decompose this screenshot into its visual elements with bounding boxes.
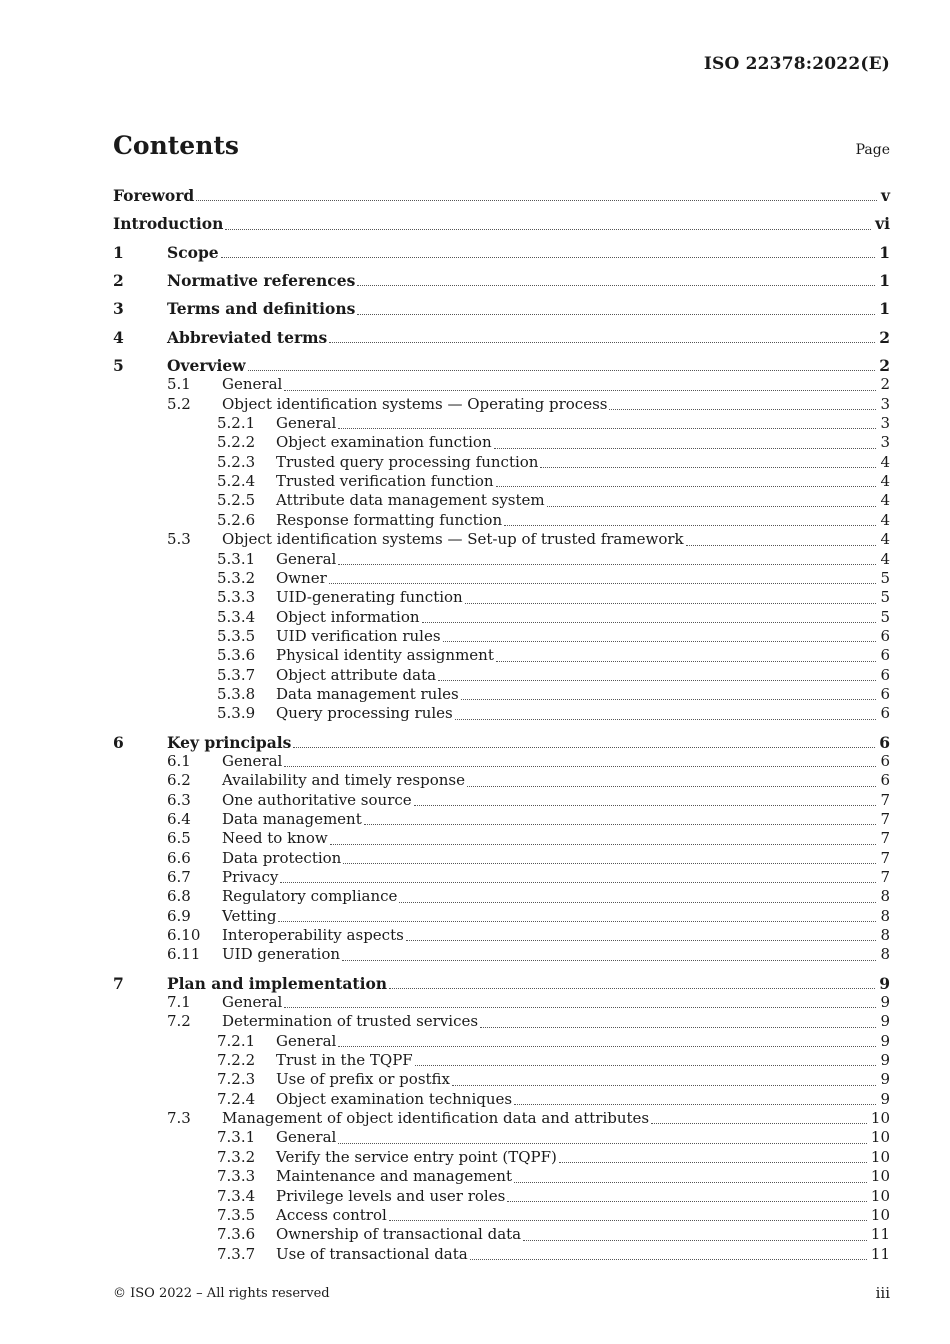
toc-entry-page: 4 xyxy=(880,530,890,549)
toc-entry-number: 5.3.5 xyxy=(217,626,256,645)
toc-entry[interactable] xyxy=(113,1225,890,1244)
toc-entry-title: Need to know xyxy=(222,829,328,848)
toc-entry-page: 11 xyxy=(870,1244,890,1263)
toc-entry[interactable] xyxy=(113,1167,890,1186)
toc-entry-page: 3 xyxy=(880,394,890,413)
toc-entry-title: Object identification systems — Set-up of trusted framework xyxy=(222,530,684,549)
toc-entry-page: 4 xyxy=(880,510,890,529)
dot-leader xyxy=(504,525,876,526)
toc-entry-number: 5.2.6 xyxy=(217,510,256,529)
toc-entry-page: 3 xyxy=(880,414,890,433)
toc-entry-title: Abbreviated terms xyxy=(167,327,328,347)
toc-entry-page: 9 xyxy=(880,1070,890,1089)
toc-entry[interactable] xyxy=(113,530,890,549)
page-title: Contents xyxy=(113,131,240,160)
toc-entry-number: 6.7 xyxy=(167,868,191,886)
toc-entry-number: 5.1 xyxy=(167,375,191,394)
toc-entry-page: 3 xyxy=(880,433,890,452)
toc-entry[interactable] xyxy=(113,299,890,318)
page-column-label: Page xyxy=(855,142,890,158)
toc-entry-page: 6 xyxy=(880,665,890,684)
toc-entry-number: 7.2 xyxy=(167,1012,191,1031)
toc-entry-title: Response formatting function xyxy=(276,510,503,529)
toc-entry-page: 8 xyxy=(880,945,890,964)
toc-entry[interactable] xyxy=(113,1109,890,1128)
toc-entry-page: 4 xyxy=(880,549,890,568)
toc-entry-page: 8 xyxy=(880,887,890,906)
dot-leader xyxy=(338,1143,867,1144)
toc-entry-title: Privilege levels and user roles xyxy=(276,1186,506,1205)
dot-leader xyxy=(455,719,877,720)
toc-entry-title: Scope xyxy=(167,242,219,262)
dot-leader xyxy=(514,1182,867,1183)
toc-entry-number: 7.2.1 xyxy=(217,1031,256,1050)
toc-entry-page: 4 xyxy=(880,491,890,510)
toc-entry-page: 5 xyxy=(880,568,890,587)
dot-leader xyxy=(278,921,876,922)
dot-leader xyxy=(225,229,871,230)
toc-entry[interactable] xyxy=(113,752,890,771)
toc-entry-number: 7.3.1 xyxy=(217,1128,256,1147)
toc-entry-number: 5.3.9 xyxy=(217,704,256,723)
toc-entry[interactable] xyxy=(113,666,890,685)
toc-entry-title: UID-generating function xyxy=(276,588,463,607)
toc-entry-page: 8 xyxy=(880,906,890,925)
toc-entry-page: 6 xyxy=(880,704,890,723)
toc-entry-number: 7.3.2 xyxy=(217,1147,256,1166)
toc-entry[interactable] xyxy=(113,733,890,752)
toc-entry-page: 10 xyxy=(870,1167,890,1186)
toc-entry-page: 2 xyxy=(879,327,890,347)
toc-entry[interactable] xyxy=(113,433,890,452)
toc-entry-title: Data protection xyxy=(222,848,342,867)
toc-entry[interactable] xyxy=(113,926,890,945)
toc-entry-title: Availability and timely response xyxy=(222,771,465,790)
toc-entry-number: 5.3.7 xyxy=(217,665,256,684)
toc-entry-page: 5 xyxy=(880,588,890,607)
document-id: ISO 22378:2022(E) xyxy=(703,54,890,74)
toc-entry-page: 7 xyxy=(880,790,890,809)
toc-entry-page: 10 xyxy=(870,1205,890,1224)
toc-entry-title: Object attribute data xyxy=(276,665,437,684)
toc-entry-page: 6 xyxy=(880,684,890,703)
toc-entry-title: Use of prefix or postfix xyxy=(276,1070,451,1089)
toc-entry-number: 6.4 xyxy=(167,809,191,828)
toc-entry-title: Terms and definitions xyxy=(167,299,356,319)
toc-entry-title: Determination of trusted services xyxy=(222,1012,479,1031)
toc-entry[interactable] xyxy=(113,588,890,607)
dot-leader xyxy=(415,1065,877,1066)
dot-leader xyxy=(523,1240,867,1241)
toc-entry-page: 2 xyxy=(880,375,890,394)
table-of-contents xyxy=(113,186,890,1264)
toc-entry-title: Object examination function xyxy=(276,433,492,452)
dot-leader xyxy=(422,622,877,623)
dot-leader xyxy=(357,285,875,286)
toc-entry-page: 9 xyxy=(880,993,890,1012)
toc-entry-title: Trusted verification function xyxy=(276,472,494,491)
toc-entry-title: Access control xyxy=(276,1205,387,1224)
dot-leader xyxy=(609,409,876,410)
dot-leader xyxy=(494,448,877,449)
dot-leader xyxy=(364,824,877,825)
toc-entry[interactable] xyxy=(113,646,890,665)
toc-entry-number: 7.1 xyxy=(167,993,191,1012)
dot-leader xyxy=(438,680,876,681)
toc-entry[interactable] xyxy=(113,243,890,262)
dot-leader xyxy=(470,1259,867,1260)
toc-entry[interactable] xyxy=(113,704,890,723)
toc-entry[interactable] xyxy=(113,1206,890,1225)
toc-entry-number: 7.2.3 xyxy=(217,1070,256,1089)
toc-entry[interactable] xyxy=(113,1245,890,1264)
toc-entry-number: 5.3 xyxy=(167,530,191,549)
toc-entry-number: 6.5 xyxy=(167,829,191,848)
toc-entry[interactable] xyxy=(113,887,890,906)
dot-leader xyxy=(540,467,876,468)
toc-entry-title: Data management xyxy=(222,809,362,828)
toc-entry-number: 5.3.8 xyxy=(217,684,256,703)
toc-entry-page: 11 xyxy=(870,1225,890,1244)
dot-leader xyxy=(452,1085,876,1086)
toc-entry[interactable] xyxy=(113,395,890,414)
toc-entry-page: v xyxy=(880,186,890,205)
dot-leader xyxy=(399,902,876,903)
toc-entry-number: 6.10 xyxy=(167,926,201,945)
toc-entry-page: 1 xyxy=(879,271,890,291)
dot-leader xyxy=(467,786,876,787)
toc-entry-title: Regulatory compliance xyxy=(222,887,398,906)
toc-entry-page: 9 xyxy=(880,1031,890,1050)
toc-entry-number: 4 xyxy=(113,327,124,347)
dot-leader xyxy=(480,1027,876,1028)
toc-entry-page: 5 xyxy=(880,607,890,626)
toc-entry-number: 5.3.2 xyxy=(217,568,256,587)
toc-entry-number: 6.2 xyxy=(167,771,191,790)
toc-entry-title: Owner xyxy=(276,568,327,587)
dot-leader xyxy=(338,428,876,429)
toc-entry-page: 1 xyxy=(879,299,890,319)
toc-entry-page: 7 xyxy=(880,868,890,886)
toc-entry-page: 4 xyxy=(880,452,890,471)
toc-entry-page: 6 xyxy=(880,626,890,645)
dot-leader xyxy=(686,545,877,546)
dot-leader xyxy=(496,486,877,487)
toc-entry-title: Physical identity assignment xyxy=(276,646,494,665)
toc-entry-number: 5 xyxy=(113,356,124,376)
toc-entry-number: 5.3.4 xyxy=(217,607,256,626)
toc-entry-page: 9 xyxy=(880,1089,890,1108)
dot-leader xyxy=(284,766,876,767)
toc-entry-number: 5.2.3 xyxy=(217,452,256,471)
toc-entry[interactable] xyxy=(113,1187,890,1206)
toc-entry[interactable] xyxy=(113,1148,890,1167)
toc-entry-number: 5.3.3 xyxy=(217,588,256,607)
toc-entry[interactable] xyxy=(113,771,890,790)
toc-entry[interactable] xyxy=(113,414,890,433)
dot-leader xyxy=(329,342,875,343)
toc-entry-title: Maintenance and management xyxy=(276,1167,512,1186)
toc-entry[interactable] xyxy=(113,1128,890,1147)
toc-entry[interactable] xyxy=(113,685,890,704)
toc-entry-number: 6.11 xyxy=(167,945,201,964)
toc-entry[interactable] xyxy=(113,375,890,394)
toc-entry-page: 10 xyxy=(870,1128,890,1147)
toc-entry[interactable] xyxy=(113,1032,890,1051)
toc-entry-number: 1 xyxy=(113,242,124,262)
dot-leader xyxy=(651,1123,867,1124)
page-number: iii xyxy=(875,1284,890,1302)
toc-entry-page: 2 xyxy=(879,356,890,376)
toc-entry-title: Interoperability aspects xyxy=(222,926,404,945)
toc-entry[interactable] xyxy=(113,608,890,627)
dot-leader xyxy=(507,1201,867,1202)
toc-entry-title: General xyxy=(222,375,283,394)
toc-entry-number: 5.2.4 xyxy=(217,472,256,491)
toc-entry[interactable] xyxy=(113,453,890,472)
toc-entry-title: Verify the service entry point (TQPF) xyxy=(276,1147,557,1166)
dot-leader xyxy=(293,747,875,748)
toc-entry-number: 6.9 xyxy=(167,906,191,925)
toc-entry-title: General xyxy=(276,1031,337,1050)
toc-entry-number: 5.2.2 xyxy=(217,433,256,452)
toc-entry-number: 7.3.3 xyxy=(217,1167,256,1186)
dot-leader xyxy=(559,1162,867,1163)
dot-leader xyxy=(221,257,876,258)
toc-entry-number: 6.8 xyxy=(167,887,191,906)
toc-entry-page: 7 xyxy=(880,829,890,848)
toc-entry[interactable] xyxy=(113,328,890,347)
toc-entry[interactable] xyxy=(113,1090,890,1109)
dot-leader xyxy=(389,988,875,989)
toc-entry-title: Query processing rules xyxy=(276,704,453,723)
dot-leader xyxy=(342,960,876,961)
toc-entry-title: UID generation xyxy=(222,945,341,964)
toc-entry-title: Introduction xyxy=(113,214,224,234)
toc-entry-page: 8 xyxy=(880,926,890,945)
dot-leader xyxy=(330,844,877,845)
toc-entry[interactable] xyxy=(113,491,890,510)
toc-entry-page: vi xyxy=(875,214,890,234)
toc-entry-page: 9 xyxy=(880,1012,890,1031)
dot-leader xyxy=(465,603,877,604)
toc-entry-page: 6 xyxy=(880,751,890,770)
toc-entry[interactable] xyxy=(113,810,890,829)
toc-entry-number: 3 xyxy=(113,299,124,319)
dot-leader xyxy=(496,661,877,662)
toc-entry-title: Trust in the TQPF xyxy=(276,1051,413,1070)
toc-entry-title: Foreword xyxy=(113,186,195,205)
toc-entry[interactable] xyxy=(113,1070,890,1089)
toc-entry-number: 7.2.2 xyxy=(217,1051,256,1070)
dot-leader xyxy=(338,564,876,565)
toc-entry[interactable] xyxy=(113,271,890,290)
toc-entry[interactable] xyxy=(113,829,890,848)
toc-entry[interactable] xyxy=(113,993,890,1012)
toc-entry-page: 6 xyxy=(879,732,890,752)
toc-entry-title: Use of transactional data xyxy=(276,1244,468,1263)
toc-entry-page: 6 xyxy=(880,646,890,665)
toc-entry-title: Object examination techniques xyxy=(276,1089,513,1108)
toc-entry-number: 6.6 xyxy=(167,848,191,867)
toc-entry-title: Data management rules xyxy=(276,684,459,703)
dot-leader xyxy=(343,863,876,864)
toc-entry-title: Trusted query processing function xyxy=(276,452,539,471)
dot-leader xyxy=(406,940,877,941)
toc-entry-page: 10 xyxy=(870,1147,890,1166)
toc-entry-number: 7.3 xyxy=(167,1109,191,1128)
toc-entry[interactable] xyxy=(113,1012,890,1031)
toc-entry-title: General xyxy=(276,1128,337,1147)
toc-entry[interactable] xyxy=(113,945,890,964)
toc-entry-title: General xyxy=(276,414,337,433)
toc-entry-title: One authoritative source xyxy=(222,790,412,809)
dot-leader xyxy=(514,1104,876,1105)
toc-entry-title: Management of object identification data and attributes xyxy=(222,1109,650,1128)
toc-entry-title: Overview xyxy=(167,356,246,376)
dot-leader xyxy=(338,1046,876,1047)
toc-entry-title: General xyxy=(276,549,337,568)
dot-leader xyxy=(443,641,877,642)
toc-entry-number: 7.3.4 xyxy=(217,1186,256,1205)
toc-entry-title: Normative references xyxy=(167,271,356,291)
toc-entry-page: 9 xyxy=(880,1051,890,1070)
toc-entry-title: Key principals xyxy=(167,732,292,752)
toc-entry-number: 7.3.6 xyxy=(217,1225,256,1244)
toc-entry-number: 6 xyxy=(113,732,124,752)
dot-leader xyxy=(461,699,877,700)
toc-entry-number: 7 xyxy=(113,973,124,993)
dot-leader xyxy=(389,1220,867,1221)
toc-entry-page: 7 xyxy=(880,809,890,828)
toc-entry[interactable] xyxy=(113,511,890,530)
toc-entry-title: Ownership of transactional data xyxy=(276,1225,522,1244)
toc-entry[interactable] xyxy=(113,868,890,887)
toc-entry-title: Privacy xyxy=(222,868,279,886)
toc-entry-page: 10 xyxy=(870,1109,890,1128)
toc-entry-page: 4 xyxy=(880,472,890,491)
toc-entry-title: Object information xyxy=(276,607,420,626)
toc-entry[interactable] xyxy=(113,569,890,588)
dot-leader xyxy=(248,370,876,371)
toc-entry[interactable] xyxy=(113,907,890,926)
toc-entry[interactable] xyxy=(113,214,890,233)
toc-entry-title: Object identification systems — Operating process xyxy=(222,394,608,413)
dot-leader xyxy=(284,1007,876,1008)
toc-entry-page: 6 xyxy=(880,771,890,790)
toc-entry-number: 7.3.7 xyxy=(217,1244,256,1263)
toc-entry-number: 7.3.5 xyxy=(217,1205,256,1224)
toc-entry-title: Plan and implementation xyxy=(167,973,388,993)
dot-leader xyxy=(547,506,877,507)
toc-entry-page: 7 xyxy=(880,848,890,867)
toc-entry-title: UID verification rules xyxy=(276,626,441,645)
dot-leader xyxy=(414,805,877,806)
toc-entry-number: 6.3 xyxy=(167,790,191,809)
toc-entry-number: 5.2.1 xyxy=(217,414,256,433)
toc-entry[interactable] xyxy=(113,974,890,993)
dot-leader xyxy=(329,583,877,584)
toc-entry-title: General xyxy=(222,751,283,770)
toc-entry-number: 5.3.1 xyxy=(217,549,256,568)
toc-entry-title: Vetting xyxy=(222,906,277,925)
toc-entry-number: 7.2.4 xyxy=(217,1089,256,1108)
toc-entry[interactable] xyxy=(113,849,890,868)
toc-entry[interactable] xyxy=(113,356,890,375)
toc-entry-title: General xyxy=(222,993,283,1012)
toc-entry[interactable] xyxy=(113,472,890,491)
dot-leader xyxy=(284,390,876,391)
toc-entry[interactable] xyxy=(113,791,890,810)
dot-leader xyxy=(196,200,877,201)
dot-leader xyxy=(280,882,876,883)
toc-entry-page: 9 xyxy=(879,973,890,993)
toc-entry-page: 1 xyxy=(879,242,890,262)
toc-entry[interactable] xyxy=(113,1051,890,1070)
toc-entry-number: 2 xyxy=(113,271,124,291)
dot-leader xyxy=(357,314,875,315)
toc-entry-number: 6.1 xyxy=(167,751,191,770)
toc-entry[interactable] xyxy=(113,186,890,205)
toc-entry-number: 5.2 xyxy=(167,394,191,413)
toc-entry-title: Attribute data management system xyxy=(276,491,545,510)
toc-entry-page: 10 xyxy=(870,1186,890,1205)
toc-entry-number: 5.2.5 xyxy=(217,491,256,510)
toc-entry[interactable] xyxy=(113,627,890,646)
copyright-notice: © ISO 2022 – All rights reserved xyxy=(113,1286,330,1301)
toc-entry-number: 5.3.6 xyxy=(217,646,256,665)
toc-entry[interactable] xyxy=(113,550,890,569)
